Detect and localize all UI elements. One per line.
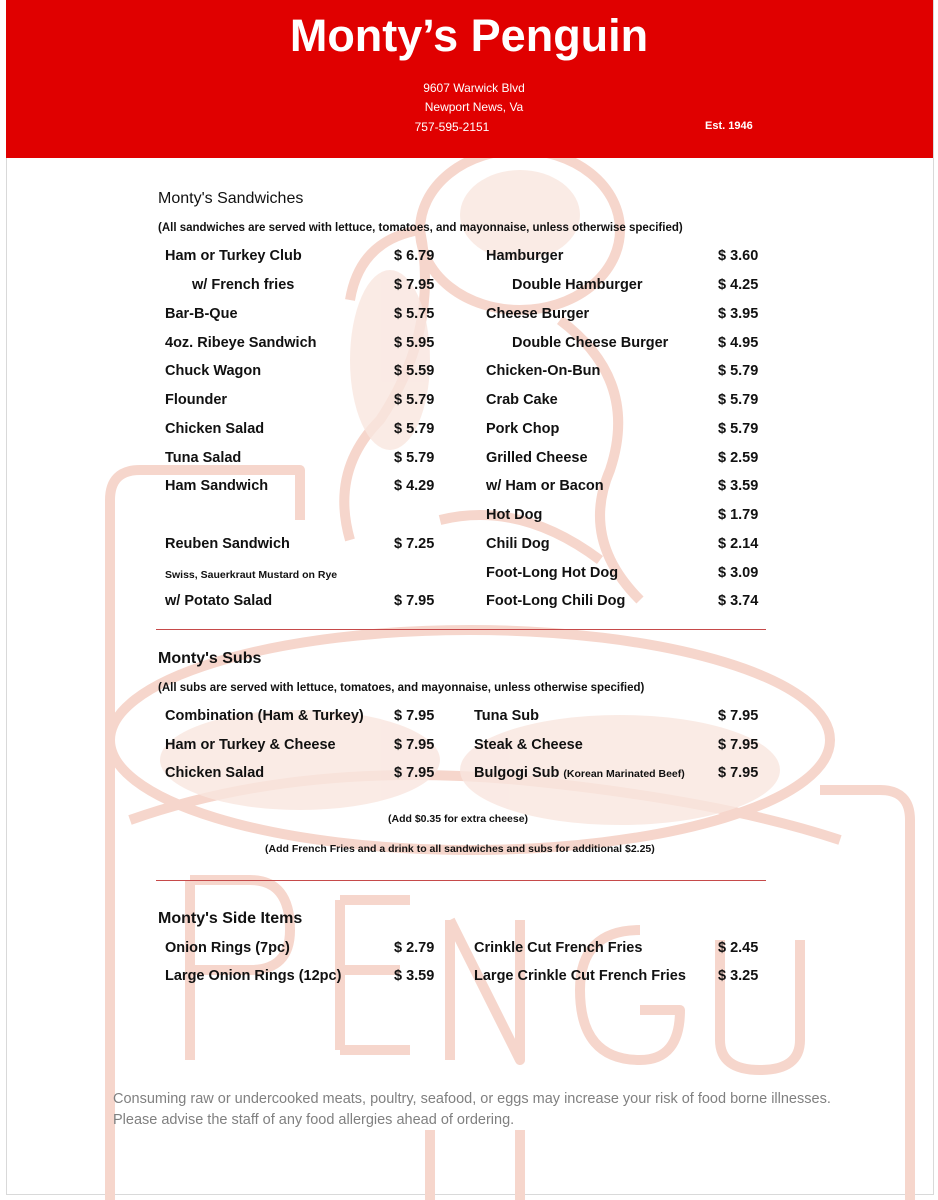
menu-item-price: $ 5.79 <box>394 450 435 466</box>
menu-item-name: Double Cheese Burger <box>512 335 669 351</box>
menu-item-price: $ 7.95 <box>394 765 435 781</box>
menu-item-name-text: Bulgogi Sub <box>474 765 560 781</box>
menu-item-price: $ 6.79 <box>394 248 435 264</box>
menu-item-name: Bar-B-Que <box>165 306 238 322</box>
section-title-sandwiches: Monty's Sandwiches <box>158 190 304 207</box>
menu-item-price: $ 7.95 <box>394 593 435 609</box>
menu-item-price: $ 5.75 <box>394 306 435 322</box>
menu-item-price: $ 3.60 <box>718 248 759 264</box>
menu-item-name: Large Onion Rings (12pc) <box>165 968 342 984</box>
section-title-subs: Monty's Subs <box>158 650 262 667</box>
menu-item-name: Chicken-On-Bun <box>486 363 601 379</box>
menu-item-price: $ 3.09 <box>718 565 759 581</box>
menu-item-price: $ 3.74 <box>718 593 759 609</box>
menu-item-name: Ham or Turkey Club <box>165 248 302 264</box>
section-divider <box>156 629 766 630</box>
menu-item-name: Onion Rings (7pc) <box>165 940 290 956</box>
menu-item-price: $ 4.25 <box>718 277 759 293</box>
section-title-sides: Monty's Side Items <box>158 910 303 927</box>
menu-item-name: Grilled Cheese <box>486 450 588 466</box>
menu-item-description: (Korean Marinated Beef) <box>563 768 685 780</box>
menu-item-name: Ham Sandwich <box>165 478 269 494</box>
menu-item-name: Chicken Salad <box>165 765 265 781</box>
menu-item-name: Tuna Salad <box>165 450 242 466</box>
menu-item-name: Crab Cake <box>486 392 558 408</box>
menu-item-price: $ 5.79 <box>718 421 759 437</box>
menu-item-name: Steak & Cheese <box>474 737 583 753</box>
fries-drink-note: (Add French Fries and a drink to all sandwiches and subs for additional $2.25) <box>265 843 655 855</box>
address-city: Newport News, Va <box>424 100 524 114</box>
menu-item-name: w/ French fries <box>192 277 295 293</box>
menu-item-name: Hamburger <box>486 248 564 264</box>
section-note-sandwiches: (All sandwiches are served with lettuce, tomatoes, and mayonnaise, unless otherwise specified) <box>158 222 683 234</box>
menu-item-price: $ 1.79 <box>718 507 759 523</box>
menu-item-name: Cheese Burger <box>486 306 590 322</box>
menu-item-price: $ 7.95 <box>394 737 435 753</box>
section-divider <box>156 880 766 881</box>
menu-item-price: $ 2.14 <box>718 536 759 552</box>
menu-item-price: $ 3.59 <box>394 968 435 984</box>
menu-item-name: Combination (Ham & Turkey) <box>165 708 364 724</box>
menu-item-name: Hot Dog <box>486 507 543 523</box>
menu-item-name: Reuben Sandwich <box>165 536 290 552</box>
menu-item-description: Swiss, Sauerkraut Mustard on Rye <box>165 569 338 581</box>
menu-item-price: $ 3.25 <box>718 968 759 984</box>
menu-item-price: $ 5.79 <box>394 421 435 437</box>
menu-item-price: $ 5.79 <box>718 392 759 408</box>
address-street: 9607 Warwick Blvd <box>423 81 525 95</box>
menu-item-price: $ 5.79 <box>718 363 759 379</box>
menu-item-name: Large Crinkle Cut French Fries <box>474 968 686 984</box>
menu-item-price: $ 7.25 <box>394 536 435 552</box>
menu-item-name: 4oz. Ribeye Sandwich <box>165 335 317 351</box>
established-year: Est. 1946 <box>705 120 753 132</box>
menu-item-name: w/ Potato Salad <box>165 593 273 609</box>
menu-item-name: Pork Chop <box>486 421 560 437</box>
menu-item-price: $ 2.59 <box>718 450 759 466</box>
section-note-subs: (All subs are served with lettuce, tomatoes, and mayonnaise, unless otherwise specified) <box>158 682 645 694</box>
menu-item-name: Chili Dog <box>486 536 550 552</box>
menu-item-name: Tuna Sub <box>474 708 539 724</box>
menu-item-name: Ham or Turkey & Cheese <box>165 737 336 753</box>
menu-item-name: w/ Ham or Bacon <box>486 478 604 494</box>
menu-item-name: Chicken Salad <box>165 421 265 437</box>
menu-item-price: $ 4.29 <box>394 478 435 494</box>
menu-item-price: $ 2.79 <box>394 940 435 956</box>
food-safety-disclaimer: Consuming raw or undercooked meats, poultry, seafood, or eggs may increase your risk of food borne illnesses. Please advise the staff of any food allergies ahead of ordering. <box>113 1091 831 1128</box>
menu-item-price: $ 7.95 <box>394 708 435 724</box>
menu-item-price: $ 7.95 <box>718 708 759 724</box>
menu-item-price: $ 3.95 <box>718 306 759 322</box>
restaurant-name: Monty’s Penguin <box>289 10 649 61</box>
menu-item-price: $ 7.95 <box>718 765 759 781</box>
menu-item-price: $ 3.59 <box>718 478 759 494</box>
menu-item-name: Flounder <box>165 392 228 408</box>
menu-item-name: Chuck Wagon <box>165 363 262 379</box>
menu-item-name: Foot-Long Chili Dog <box>486 593 626 609</box>
menu-item-price: $ 2.45 <box>718 940 759 956</box>
menu-item-price: $ 5.59 <box>394 363 435 379</box>
menu-item-name <box>474 765 685 781</box>
menu-item-price: $ 7.95 <box>394 277 435 293</box>
menu-item-price: $ 5.95 <box>394 335 435 351</box>
menu-item-name: Foot-Long Hot Dog <box>486 565 619 581</box>
extra-cheese-note: (Add $0.35 for extra cheese) <box>388 813 529 825</box>
menu-item-name: Double Hamburger <box>512 277 643 293</box>
menu-item-price: $ 4.95 <box>718 335 759 351</box>
phone-number: 757-595-2151 <box>414 120 490 134</box>
menu-item-price: $ 7.95 <box>718 737 759 753</box>
penguin-logo-watermark <box>0 158 938 1200</box>
menu-item-name: Crinkle Cut French Fries <box>474 940 643 956</box>
menu-item-price: $ 5.79 <box>394 392 435 408</box>
